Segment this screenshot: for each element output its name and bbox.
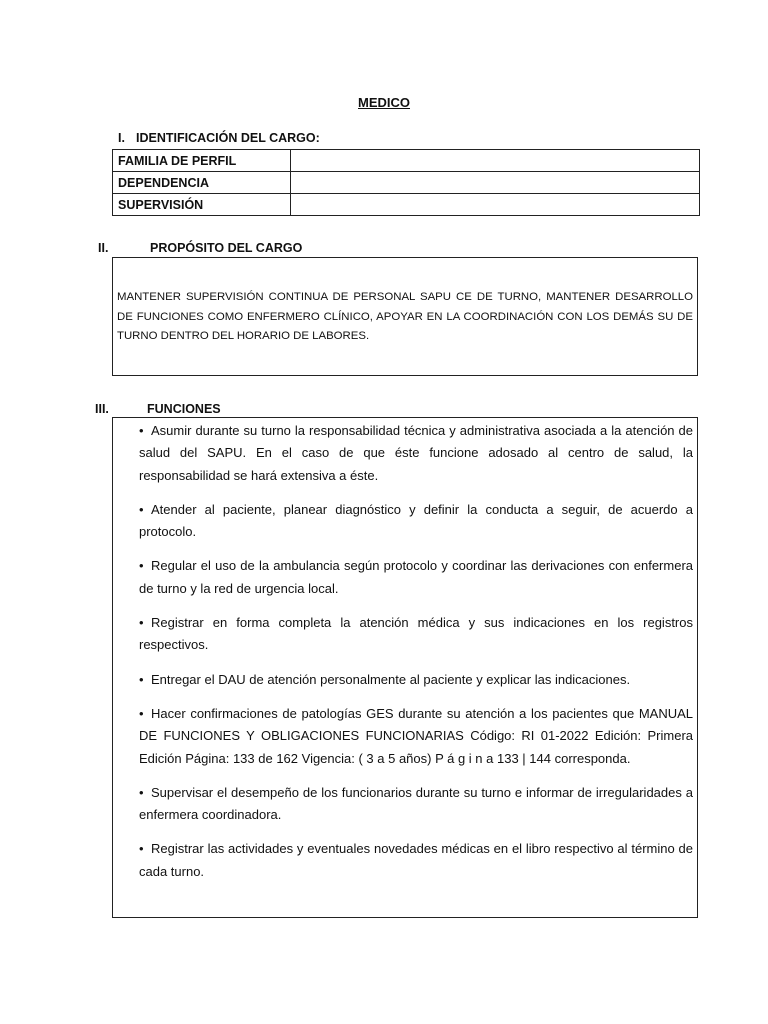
list-item: • Hacer confirmaciones de patologías GES durante su atención a los pacientes que MANUAL DE FUNCIONES Y OBLIGACIONES FUNCIONARIAS Código: RI 01-2022 Edición: Primera Edición Página: 133 de 162 Vigencia: ( 3 a 5 años) P á g i n a 133 | 144 corresponda.: [139, 703, 693, 770]
functions-list: [139, 420, 693, 895]
list-item: • Supervisar el desempeño de los funcionarios durante su turno e informar de irregularidades a enfermera coordinadora.: [139, 782, 693, 827]
section-title: FUNCIONES: [147, 402, 221, 416]
table-value: [291, 172, 700, 194]
section-identificacion-heading: [118, 131, 320, 145]
table-row: [113, 172, 700, 194]
list-item: • Registrar en forma completa la atención médica y sus indicaciones en los registros respectivos.: [139, 612, 693, 657]
table-value: [291, 194, 700, 216]
table-label: DEPENDENCIA: [113, 172, 291, 194]
section-number: II.: [98, 241, 109, 255]
purpose-box: [112, 257, 698, 376]
section-proposito-heading: [98, 241, 302, 255]
table-label: FAMILIA DE PERFIL: [113, 150, 291, 172]
bullet-icon: •: [139, 841, 144, 857]
bullet-icon: •: [139, 615, 144, 631]
list-item: • Atender al paciente, planear diagnóstico y definir la conducta a seguir, de acuerdo a protocolo.: [139, 499, 693, 544]
bullet-icon: •: [139, 501, 144, 517]
bullet-icon: •: [139, 423, 144, 438]
section-number: I.: [118, 131, 125, 145]
table-row: [113, 194, 700, 216]
table-label: SUPERVISIÓN: [113, 194, 291, 216]
section-title: IDENTIFICACIÓN DEL CARGO:: [136, 131, 320, 145]
section-title: PROPÓSITO DEL CARGO: [150, 241, 303, 255]
section-number: III.: [95, 402, 109, 416]
identification-table: [112, 149, 700, 216]
table-row: [113, 150, 700, 172]
list-item: • Entregar el DAU de atención personalmente al paciente y explicar las indicaciones.: [139, 669, 693, 691]
bullet-icon: •: [139, 705, 144, 721]
list-item: • Registrar las actividades y eventuales novedades médicas en el libro respectivo al término de cada turno.: [139, 838, 693, 883]
table-value: [291, 150, 700, 172]
document-title: MEDICO: [358, 95, 410, 110]
bullet-icon: •: [139, 671, 144, 687]
bullet-icon: •: [139, 784, 144, 800]
list-item: • Regular el uso de la ambulancia según protocolo y coordinar las derivaciones con enfermera de turno y la red de urgencia local.: [139, 555, 693, 600]
list-item: • Asumir durante su turno la responsabilidad técnica y administrativa asociada a la atención de salud del SAPU. En el caso de que éste funcione adosado al centro de salud, la responsabilidad se hará extensiva a éste.: [139, 420, 693, 487]
purpose-text: MANTENER SUPERVISIÓN CONTINUA DE PERSONAL SAPU CE DE TURNO, MANTENER DESARROLLO DE FUNCIONES COMO ENFERMERO CLÍNICO, APOYAR EN LA COORDINACIÓN CON LOS DEMÁS SU DE TURNO DENTRO DEL HORARIO DE LABORES.: [117, 291, 693, 342]
section-funciones-heading: [95, 402, 221, 416]
bullet-icon: •: [139, 558, 144, 574]
functions-box: [112, 417, 698, 918]
